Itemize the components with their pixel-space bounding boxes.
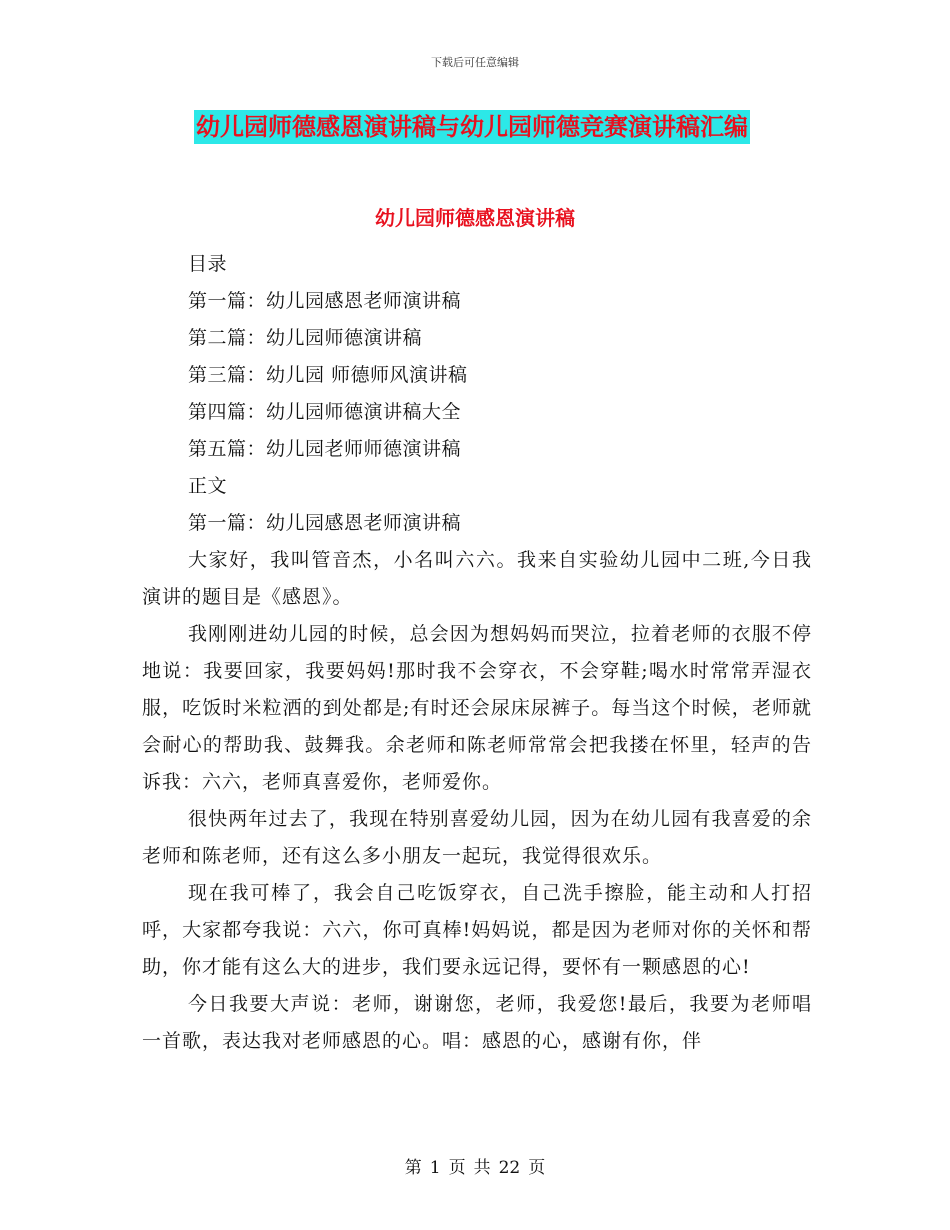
footer-page-suffix: 页	[448, 1158, 466, 1178]
body-paragraph: 大家好，我叫管音杰，小名叫六六。我来自实验幼儿园中二班,今日我演讲的题目是《感恩》。	[142, 549, 812, 608]
toc-item: 第三篇：幼儿园 师德师风演讲稿	[188, 364, 468, 386]
header-note: 下载后可任意编辑	[431, 56, 519, 69]
toc-item: 第二篇：幼儿园师德演讲稿	[188, 327, 423, 349]
footer-total-pages: 22	[498, 1158, 521, 1178]
body-paragraph: 我刚刚进幼儿园的时候，总会因为想妈妈而哭泣，拉着老师的衣服不停地说：我要回家，我要妈妈!那时我不会穿衣，不会穿鞋;喝水时常常弄湿衣服，吃饭时米粒洒的到处都是;有时还会尿床尿裤子。每当这个时候，老师就会耐心的帮助我、鼓舞我。余老师和陈老师常常会把我搂在怀里，轻声的告诉我：六六，老师真喜爱你，老师爱你。	[142, 623, 812, 793]
footer-page-prefix: 第	[404, 1158, 422, 1178]
document-body	[142, 246, 812, 1060]
document-sub-title: 幼儿园师德感恩演讲稿	[375, 206, 575, 230]
body-heading: 正文	[188, 475, 228, 497]
body-paragraph: 很快两年过去了，我现在特别喜爱幼儿园，因为在幼儿园有我喜爱的余老师和陈老师，还有这么多小朋友一起玩，我觉得很欢乐。	[142, 808, 812, 867]
page-footer	[0, 1153, 950, 1178]
footer-total-suffix: 页	[528, 1158, 546, 1178]
toc-heading: 目录	[188, 253, 228, 275]
document-main-title: 幼儿园师德感恩演讲稿与幼儿园师德竞赛演讲稿汇编	[194, 110, 750, 144]
footer-total-prefix: 共	[473, 1158, 491, 1178]
body-paragraph: 现在我可棒了，我会自己吃饭穿衣，自己洗手擦脸，能主动和人打招呼，大家都夸我说：六六，你可真棒!妈妈说，都是因为老师对你的关怀和帮助，你才能有这么大的进步，我们要永远记得，要怀有一颗感恩的心!	[142, 882, 812, 978]
body-paragraph: 今日我要大声说：老师，谢谢您，老师，我爱您!最后，我要为老师唱一首歌，表达我对老师感恩的心。唱：感恩的心，感谢有你，伴	[142, 993, 812, 1052]
toc-item: 第四篇：幼儿园师德演讲稿大全	[188, 401, 462, 423]
section-heading: 第一篇：幼儿园感恩老师演讲稿	[188, 512, 462, 534]
toc-item: 第五篇：幼儿园老师师德演讲稿	[188, 438, 462, 460]
footer-page-number: 1	[429, 1158, 441, 1178]
toc-item: 第一篇：幼儿园感恩老师演讲稿	[188, 290, 462, 312]
